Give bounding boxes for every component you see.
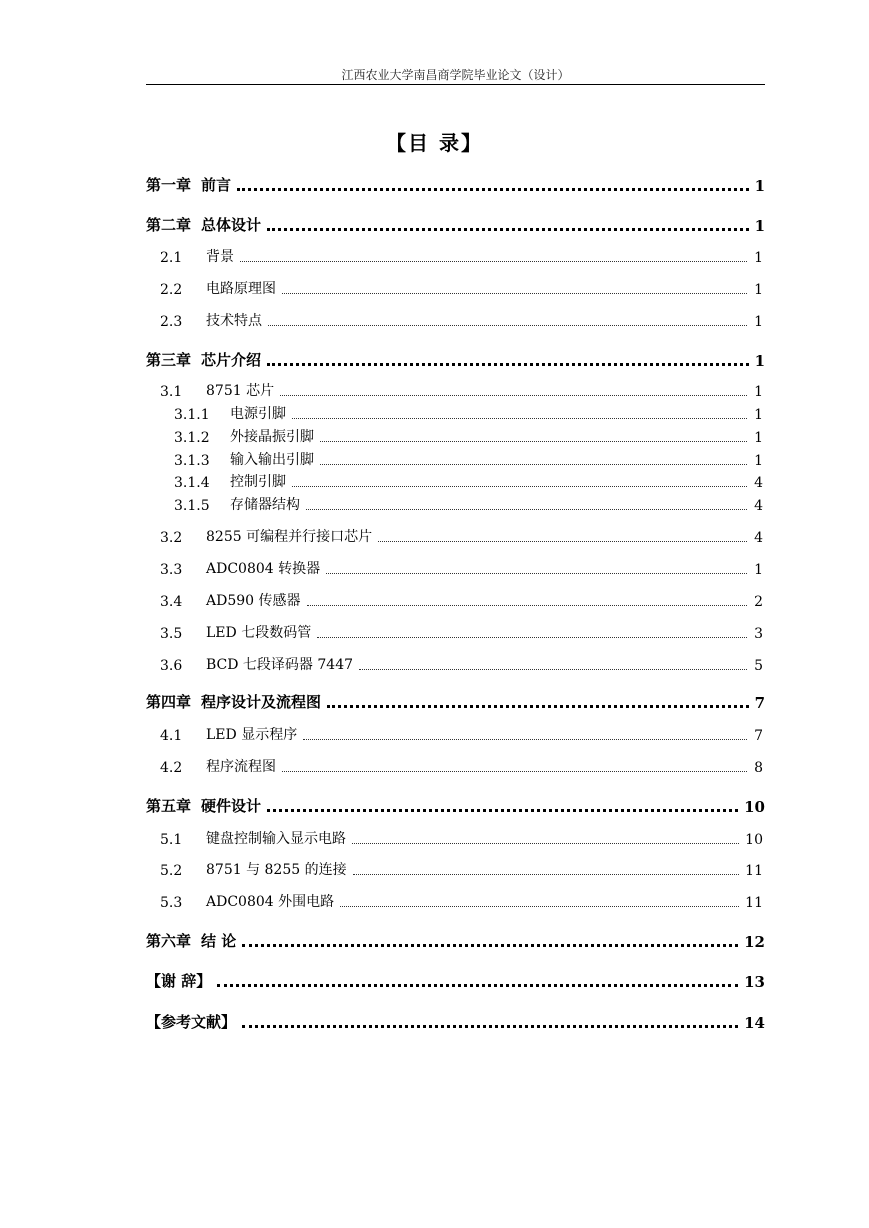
header-divider <box>146 84 765 85</box>
toc-entry-title: 输入输出引脚 <box>230 452 314 468</box>
toc-entry-number: 5.1 <box>160 832 183 848</box>
toc-entry-number: 2.3 <box>160 314 183 330</box>
toc-entry-number: 3.3 <box>160 562 183 578</box>
toc-dot-leader <box>240 247 747 262</box>
toc-dot-leader <box>307 591 747 606</box>
toc-entry-page: 1 <box>754 430 763 446</box>
toc-entry-page: 5 <box>754 658 763 674</box>
toc-entry-number: 5.2 <box>160 863 183 879</box>
toc-entry[interactable] <box>146 244 765 266</box>
toc-dot-leader <box>320 427 747 442</box>
toc-entry-title: 结 论 <box>201 932 237 950</box>
toc-entry-number: 第一章 <box>146 176 192 194</box>
toc-entry-page: 1 <box>754 384 763 400</box>
toc-entry-page: 1 <box>754 453 763 469</box>
toc-entry[interactable] <box>146 620 765 642</box>
toc-entry[interactable] <box>146 969 765 991</box>
toc-entry[interactable] <box>146 378 765 400</box>
toc-entry-number: 3.5 <box>160 626 183 642</box>
toc-entry-page: 8 <box>754 760 763 776</box>
toc-entry-title: 芯片介绍 <box>201 351 262 369</box>
toc-dot-leader <box>242 930 738 947</box>
toc-entry-number: 第三章 <box>146 351 192 369</box>
toc-entry[interactable] <box>146 424 765 446</box>
toc-dot-leader <box>306 495 747 510</box>
toc-entry-page: 7 <box>754 728 763 744</box>
toc-entry-number: 3.1.3 <box>174 453 210 469</box>
toc-entry-title: 键盘控制输入显示电路 <box>206 831 346 847</box>
toc-dot-leader <box>282 279 747 294</box>
toc-entry-number: 3.4 <box>160 594 183 610</box>
toc-entry-title: 前言 <box>201 176 232 194</box>
toc-dot-leader <box>292 404 747 419</box>
toc-entry-page: 4 <box>754 498 763 514</box>
toc-entry-number: 第六章 <box>146 932 192 950</box>
toc-entry-number: 3.1.2 <box>174 430 210 446</box>
toc-entry[interactable] <box>146 308 765 330</box>
toc-entry-title: 技术特点 <box>206 313 262 329</box>
toc-dot-leader <box>267 349 749 366</box>
toc-entry-page: 1 <box>754 217 765 235</box>
toc-entry[interactable] <box>146 348 765 370</box>
toc-entry[interactable] <box>146 524 765 546</box>
toc-entry[interactable] <box>146 173 765 195</box>
toc-dot-leader <box>378 527 747 542</box>
toc-entry-title: 电源引脚 <box>230 406 286 422</box>
toc-dot-leader <box>280 381 747 396</box>
toc-entry-page: 1 <box>754 562 763 578</box>
toc-entry-page: 3 <box>754 626 763 642</box>
toc-entry[interactable] <box>146 469 765 491</box>
toc-entry-title: 电路原理图 <box>206 281 276 297</box>
toc-entry-page: 1 <box>754 352 765 370</box>
toc-dot-leader <box>320 450 747 465</box>
toc-dot-leader <box>237 174 749 191</box>
toc-entry-number: 3.1.1 <box>174 407 210 423</box>
toc-dot-leader <box>340 892 739 907</box>
toc-entry-title: 8751 芯片 <box>206 383 275 399</box>
toc-dot-leader <box>352 829 739 844</box>
toc-entry-number: 第五章 <box>146 797 192 815</box>
page-header: 江西农业大学南昌商学院毕业论文（设计） <box>341 68 570 82</box>
toc-entry-page: 1 <box>754 250 763 266</box>
toc-entry[interactable] <box>146 213 765 235</box>
toc-entry-title: 【参考文献】 <box>146 1013 237 1031</box>
toc-entry-title: 外接晶振引脚 <box>230 429 314 445</box>
toc-entry-title: BCD 七段译码器 7447 <box>206 657 354 673</box>
toc-entry-number: 3.1 <box>160 384 183 400</box>
toc-entry-title: 程序流程图 <box>206 759 276 775</box>
toc-entry[interactable] <box>146 826 765 848</box>
toc-entry-page: 11 <box>745 863 763 879</box>
toc-entry[interactable] <box>146 929 765 951</box>
toc-entry-title: 控制引脚 <box>230 474 286 490</box>
toc-entry[interactable] <box>146 690 765 712</box>
toc-dot-leader <box>267 214 749 231</box>
toc-dot-leader <box>317 623 747 638</box>
toc-dot-leader <box>359 655 747 670</box>
toc-entry-page: 11 <box>745 895 763 911</box>
toc-entry-number: 3.2 <box>160 530 183 546</box>
toc-entry[interactable] <box>146 722 765 744</box>
toc-entry-number: 第四章 <box>146 693 192 711</box>
toc-entry-page: 2 <box>754 594 763 610</box>
toc-entry[interactable] <box>146 754 765 776</box>
toc-dot-leader <box>217 970 738 987</box>
toc-entry[interactable] <box>146 794 765 816</box>
toc-entry-number: 4.1 <box>160 728 183 744</box>
toc-dot-leader <box>282 757 747 772</box>
toc-entry-title: 背景 <box>206 249 234 265</box>
toc-entry-number: 4.2 <box>160 760 183 776</box>
toc-entry[interactable] <box>146 276 765 298</box>
toc-entry-title: LED 七段数码管 <box>206 625 312 641</box>
toc-entry-page: 10 <box>744 798 765 816</box>
toc-entry-page: 14 <box>744 1014 765 1032</box>
toc-entry-number: 3.1.5 <box>174 498 210 514</box>
toc-entry[interactable] <box>146 1010 765 1032</box>
toc-entry-page: 12 <box>744 933 765 951</box>
toc-entry-page: 4 <box>754 530 763 546</box>
toc-entry-title: ADC0804 转换器 <box>206 561 321 577</box>
toc-entry-title: 总体设计 <box>201 216 262 234</box>
toc-entry-number: 3.1.4 <box>174 475 210 491</box>
toc-entry[interactable] <box>146 889 765 911</box>
toc-entry-title: AD590 传感器 <box>206 593 301 609</box>
toc-entry-title: ADC0804 外围电路 <box>206 894 335 910</box>
toc-entry-number: 5.3 <box>160 895 183 911</box>
toc-entry-page: 7 <box>754 694 765 712</box>
toc-entry-page: 10 <box>745 832 763 848</box>
toc-entry-title: 8255 可编程并行接口芯片 <box>206 529 373 545</box>
toc-dot-leader <box>326 559 747 574</box>
toc-entry[interactable] <box>146 556 765 578</box>
toc-entry-page: 13 <box>744 973 765 991</box>
toc-entry-title: 硬件设计 <box>201 797 262 815</box>
toc-entry[interactable] <box>146 401 765 423</box>
toc-entry-page: 1 <box>754 314 763 330</box>
toc-entry-page: 1 <box>754 407 763 423</box>
toc-entry[interactable] <box>146 447 765 469</box>
toc-dot-leader <box>268 311 747 326</box>
toc-entry-title: LED 显示程序 <box>206 727 298 743</box>
toc-entry-title: 【谢 辞】 <box>146 972 212 990</box>
toc-entry[interactable] <box>146 652 765 674</box>
page-title: 【目 录】 <box>386 131 483 155</box>
toc-dot-leader <box>242 1011 738 1028</box>
toc-entry[interactable] <box>146 492 765 514</box>
toc-entry-number: 3.6 <box>160 658 183 674</box>
toc-dot-leader <box>327 691 749 708</box>
toc-entry-page: 1 <box>754 177 765 195</box>
toc-entry-number: 2.2 <box>160 282 183 298</box>
toc-entry[interactable] <box>146 857 765 879</box>
toc-entry-title: 程序设计及流程图 <box>201 693 322 711</box>
toc-dot-leader <box>292 472 747 487</box>
toc-dot-leader <box>303 725 747 740</box>
toc-entry-number: 2.1 <box>160 250 183 266</box>
toc-dot-leader <box>353 860 740 875</box>
toc-entry-title: 8751 与 8255 的连接 <box>206 862 347 878</box>
toc-entry-number: 第二章 <box>146 216 192 234</box>
toc-entry-page: 1 <box>754 282 763 298</box>
toc-entry-title: 存储器结构 <box>230 497 300 513</box>
toc-dot-leader <box>267 795 738 812</box>
toc-entry-page: 4 <box>754 475 763 491</box>
toc-entry[interactable] <box>146 588 765 610</box>
